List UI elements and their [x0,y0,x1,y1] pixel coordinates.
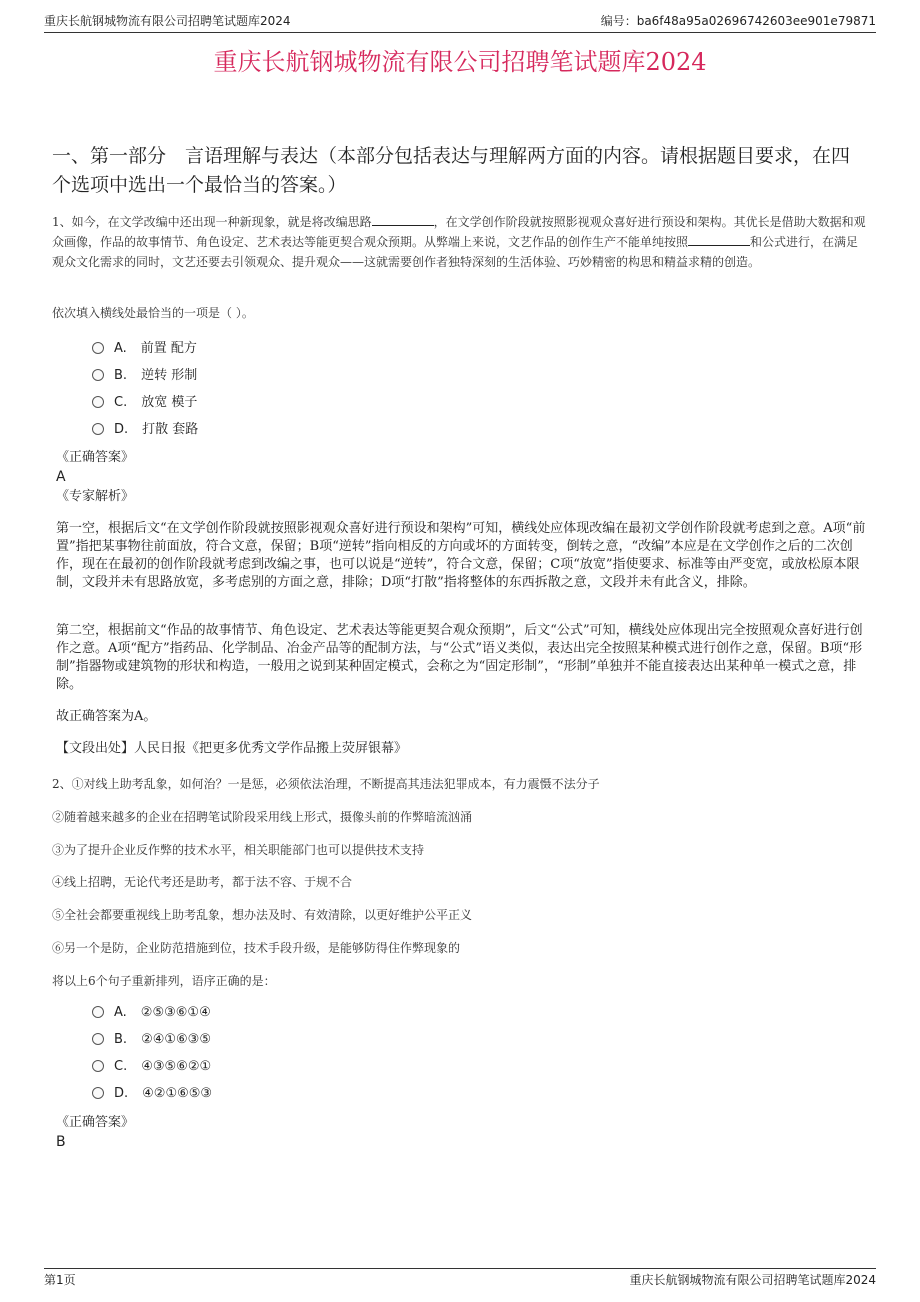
radio-icon[interactable] [92,1006,104,1018]
radio-icon[interactable] [92,396,104,408]
q2-sentence-2: ②随着越来越多的企业在招聘笔试阶段采用线上形式，摄像头前的作弊暗流汹涌 [52,810,473,824]
q1-stem-part-b: ，在文学创作阶段就按照影视观众喜好进行预设和架构。其优长是借助大数据和观众画像，作品的故事情节、角色设定、艺术表达等能更契合观众预期。从弊端上来说，文艺作品的创作生产不能单纯按照 [52,215,866,249]
q1-option-d[interactable]: D. 打散 套路 [92,420,198,440]
page-title: 重庆长航钢城物流有限公司招聘笔试题库2024 [213,48,707,76]
footer-doc-title: 重庆长航钢城物流有限公司招聘笔试题库2024 [629,1273,876,1287]
q2-option-c[interactable]: C. ④③⑤⑥②① [92,1057,211,1077]
radio-icon[interactable] [92,369,104,381]
q2-sentence-6: ⑥另一个是防，企业防范措施到位，技术手段升级，是能够防得住作弊现象的 [52,941,461,955]
q1-answer: A [56,469,66,485]
q2-option-d[interactable]: D. ④②①⑥⑤③ [92,1084,212,1104]
q1-conclusion: 故正确答案为A。 [56,709,157,724]
q2-prompt: 将以上6个句子重新排列，语序正确的是： [52,974,276,988]
q1-option-b[interactable]: B. 逆转 形制 [92,366,197,386]
footer-page-number: 第1页 [44,1273,76,1287]
q2-sentence-4: ④线上招聘，无论代考还是助考，都于法不容、于规不合 [52,875,353,889]
q1-option-c[interactable]: C. 放宽 模子 [92,393,197,413]
q1-blank-1 [372,213,434,226]
page-header [44,12,876,33]
radio-icon[interactable] [92,1060,104,1072]
q1-source: 【文段出处】人民日报《把更多优秀文学作品搬上荧屏银幕》 [56,741,408,756]
q2-sentence-3: ③为了提升企业反作弊的技术水平，相关职能部门也可以提供技术支持 [52,843,425,857]
q2-answer-label: 《正确答案》 [56,1115,135,1130]
q1-prompt: 依次填入横线处最恰当的一项是（ ）。 [52,306,254,320]
radio-icon[interactable] [92,1087,104,1099]
radio-icon[interactable] [92,423,104,435]
radio-icon[interactable] [92,1033,104,1045]
section-heading: 一、第一部分 言语理解与表达（本部分包括表达与理解两方面的内容。请根据题目要求，在四个选项中选出一个最恰当的答案。） [52,145,851,196]
q1-analysis-paragraph-2: 第二空，根据前文“作品的故事情节、角色设定、艺术表达等能更契合观众预期”，后文“公式”可知，横线处应体现出完全按照观众喜好进行创作之意。A项“配方”指药品、化学制品、冶金产品等的配制方法，与“公式”语义类似，表达出完全按照某种模式进行创作之意，保留。B项“形制”指器物或建筑物的形状和构造，一般用之说到某种固定模式，会称之为“固定形制”，“形制”单独并不能直接表达出某种单一模式之意，排除。 [56,623,863,692]
q2-option-a[interactable]: A. ②⑤③⑥①④ [92,1003,211,1023]
q1-option-a[interactable]: A. 前置 配方 [92,339,197,359]
header-doc-title: 重庆长航钢城物流有限公司招聘笔试题库2024 [44,14,291,28]
q1-stem-part-a: 1、如今，在文学改编中还出现一种新现象，就是将改编思路 [52,215,372,229]
q1-answer-label: 《正确答案》 [56,450,135,465]
q2-sentence-5: ⑤全社会都要重视线上助考乱象，想办法及时、有效清除，以更好维护公平正义 [52,908,473,922]
header-doc-id: 编号：ba6f48a95a02696742603ee901e79871 [600,14,876,28]
q2-sentence-1: 2、①对线上助考乱象，如何治？一是惩，必须依法治理，不断提高其违法犯罪成本，有力震慑不法分子 [52,777,600,791]
q1-stem [52,212,870,272]
page-footer [44,1268,876,1289]
q1-stem-part-c: 和公式进行，在满足观众文化需求的同时，文艺还要去引领观众、提升观众——这就需要创作者独特深刻的生活体验、巧妙精密的构思和精益求精的创造。 [52,235,859,269]
radio-icon[interactable] [92,342,104,354]
q2-option-b[interactable]: B. ②④①⑥③⑤ [92,1030,211,1050]
q1-analysis-paragraph-1: 第一空，根据后文“在文学创作阶段就按照影视观众喜好进行预设和架构”可知，横线处应体现改编在最初文学创作阶段就考虑到之意。A项“前置”指把某事物往前面放，符合文意，保留；B项“逆转”指向相反的方向或坏的方面转变，倒转之意，“改编”本应是在文学创作之后的二次创作，现在在最初的创作阶段就考虑到改编之事，也可以说是“逆转”，符合文意，保留；C项“放宽”指使要求、标准等由严变宽，或放松原本限制，文段并未有思路放宽，多考虑别的方面之意，排除；D项“打散”指将整体的东西拆散之意，文段并未有此含义，排除。 [56,521,866,590]
q1-blank-2 [688,233,750,246]
q1-analysis-label: 《专家解析》 [56,489,135,504]
q2-answer: B [56,1134,66,1150]
